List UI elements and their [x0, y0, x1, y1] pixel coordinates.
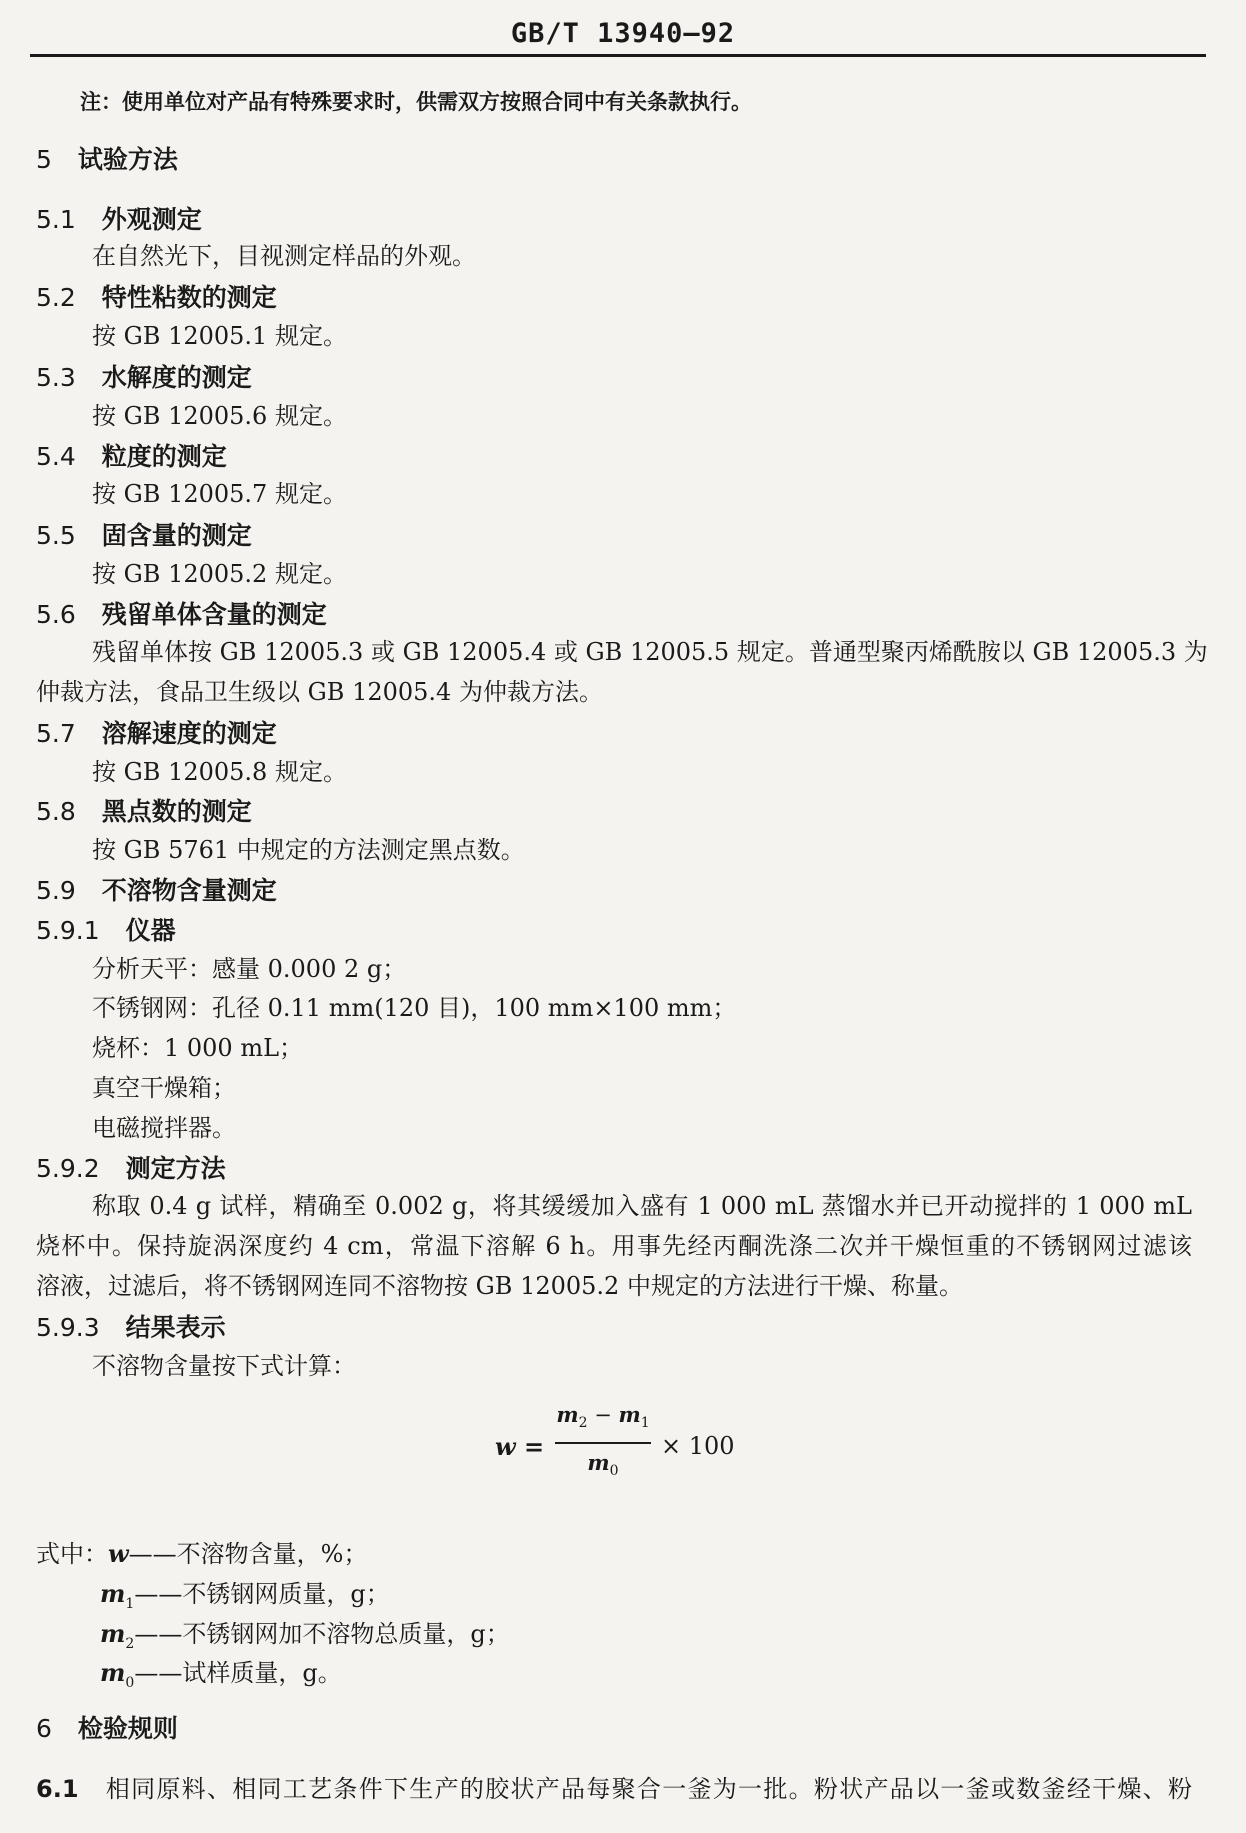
section-number: 5.9.2: [36, 1154, 100, 1183]
instrument-item: 烧杯：1 000 mL；: [92, 1034, 304, 1062]
section-number: 5: [36, 145, 52, 174]
section-title: 粒度的测定: [101, 442, 227, 471]
formula-lhs: w =: [495, 1432, 545, 1461]
definition-m0: $m_0——$试样质量，g。: [100, 1658, 342, 1691]
instrument-item: 不锈钢网：孔径 0.11 mm(120 目)，100 mm×100 mm；: [92, 994, 737, 1022]
section-5-9-3-text: 不溶物含量按下式计算：: [92, 1352, 356, 1380]
section-5-6-text-line-1: 残留单体按 GB 12005.3 或 GB 12005.4 或 GB 12005.5 规定。普通型聚丙烯酰胺以 GB 12005.3 为: [92, 638, 1208, 666]
section-title: 溶解速度的测定: [101, 719, 277, 748]
section-5-4-heading: [36, 441, 227, 473]
instrument-item: 真空干燥箱；: [92, 1074, 236, 1102]
section-6-heading: [36, 1713, 178, 1745]
section-number: 5.2: [36, 283, 76, 312]
section-5-9-2-text-line-2: 烧杯中。保持旋涡深度约 4 cm，常温下溶解 6 h。用事先经丙酮洗涤二次并干燥恒重的不锈钢网过滤该: [36, 1232, 1192, 1260]
section-title: 测定方法: [125, 1154, 226, 1183]
section-5-1-heading: [36, 204, 202, 236]
header-rule: [30, 54, 1206, 57]
section-number: 5.9: [36, 876, 76, 905]
section-6-1-text: 6.1 相同原料、相同工艺条件下生产的胶状产品每聚合一釜为一批。粉状产品以一釜或数釜经干燥、粉: [36, 1775, 1192, 1803]
definition-w: 式中：w——不溶物含量，%；: [36, 1539, 368, 1568]
section-5-4-text: 按 GB 12005.7 规定。: [92, 480, 347, 508]
section-number: 5.5: [36, 521, 76, 550]
section-number: 5.7: [36, 719, 76, 748]
instrument-item: 电磁搅拌器。: [92, 1114, 236, 1142]
section-title: 黑点数的测定: [101, 797, 252, 826]
section-title: 结果表示: [125, 1313, 226, 1342]
standard-code-header: GB/T 13940—92: [510, 18, 736, 49]
definition-m2: $m_2——$不锈钢网加不溶物总质量，g；: [100, 1619, 510, 1652]
section-5-8-text: 按 GB 5761 中规定的方法测定黑点数。: [92, 836, 525, 864]
formula-rhs: × 100: [661, 1432, 735, 1460]
definition-m1: $m_1——$不锈钢网质量，g；: [100, 1579, 390, 1612]
section-title: 仪器: [125, 916, 176, 945]
section-number: 5.4: [36, 442, 76, 471]
note: 注：使用单位对产品有特殊要求时，供需双方按照合同中有关条款执行。: [80, 90, 752, 114]
section-number: 5.3: [36, 363, 76, 392]
section-title: 特性粘数的测定: [101, 283, 277, 312]
formula-numerator: $m_2 - m_1$: [556, 1402, 650, 1432]
section-5-5-heading: [36, 520, 252, 552]
section-5-7-text: 按 GB 12005.8 规定。: [92, 758, 347, 786]
section-number: 5.1: [36, 205, 76, 234]
section-title: 残留单体含量的测定: [101, 600, 327, 629]
section-5-heading: [36, 144, 178, 176]
section-title: 外观测定: [101, 205, 202, 234]
section-title: 固含量的测定: [101, 521, 252, 550]
section-number: 6: [36, 1714, 52, 1743]
section-number: 5.9.1: [36, 916, 100, 945]
formula-denominator: $m_0$: [587, 1450, 619, 1480]
section-title: 试验方法: [77, 145, 178, 174]
fraction-bar: [555, 1442, 651, 1444]
instrument-item: 分析天平：感量 0.000 2 g；: [92, 955, 407, 983]
section-5-9-2-text-line-3: 溶液，过滤后，将不锈钢网连同不溶物按 GB 12005.2 中规定的方法进行干燥、称量。: [36, 1272, 963, 1300]
section-number: 5.8: [36, 797, 76, 826]
section-5-9-heading: [36, 875, 277, 907]
section-title: 水解度的测定: [101, 363, 252, 392]
section-5-2-text: 按 GB 12005.1 规定。: [92, 322, 347, 350]
section-5-5-text: 按 GB 12005.2 规定。: [92, 560, 347, 588]
section-5-6-text-line-2: 仲裁方法，食品卫生级以 GB 12005.4 为仲裁方法。: [36, 678, 603, 706]
section-5-1-text: 在自然光下，目视测定样品的外观。: [92, 242, 476, 270]
section-number: 5.6: [36, 600, 76, 629]
section-5-7-heading: [36, 718, 277, 750]
section-5-6-heading: [36, 599, 327, 631]
section-5-2-heading: [36, 282, 277, 314]
section-5-9-3-heading: [36, 1312, 226, 1344]
section-number: 5.9.3: [36, 1313, 100, 1342]
formula-fraction: [555, 1400, 651, 1486]
section-5-3-heading: [36, 362, 252, 394]
section-title: 检验规则: [77, 1714, 178, 1743]
section-5-3-text: 按 GB 12005.6 规定。: [92, 402, 347, 430]
section-title: 不溶物含量测定: [101, 876, 277, 905]
section-5-9-1-heading: [36, 915, 176, 947]
section-5-9-2-heading: [36, 1153, 226, 1185]
section-number: 6.1: [36, 1775, 79, 1803]
section-5-8-heading: [36, 796, 252, 828]
section-5-9-2-text-line-1: 称取 0.4 g 试样，精确至 0.002 g，将其缓缓加入盛有 1 000 mL 蒸馏水并已开动搅拌的 1 000 mL: [92, 1192, 1192, 1220]
